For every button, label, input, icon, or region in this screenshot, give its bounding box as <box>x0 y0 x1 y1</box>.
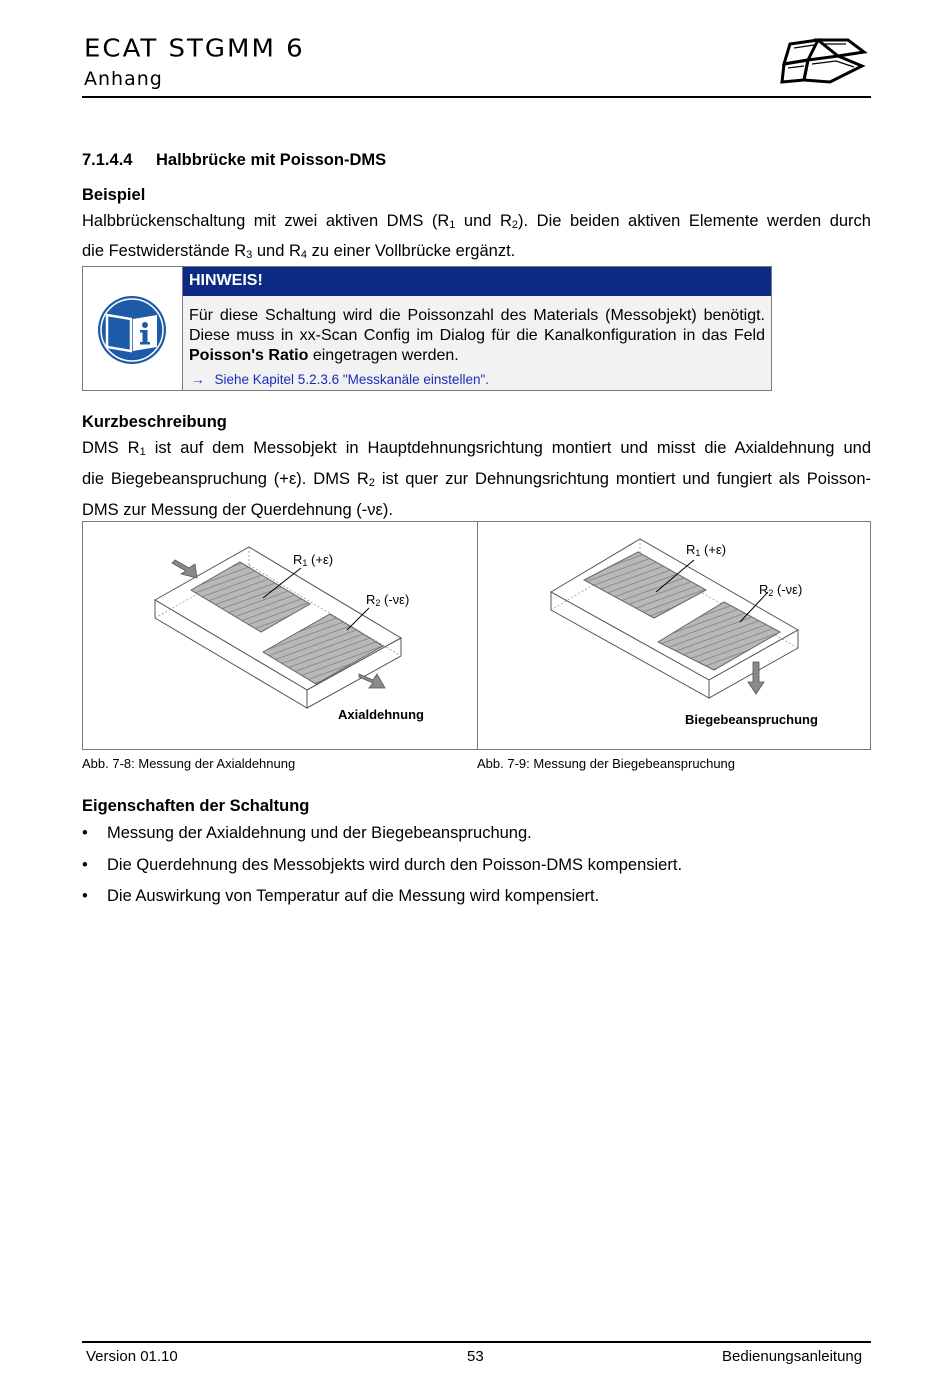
figure-box <box>82 521 871 750</box>
kurz-line-3: DMS zur Messung der Querdehnung (-νε). <box>82 501 393 519</box>
right-r1-label: $R_1$ (+ε) <box>686 542 727 558</box>
footer-version: Version 01.10 <box>86 1348 178 1365</box>
kurz-line-1: DMS $R_1$ ist auf dem Messobjekt in Hauptdehnungsrichtung montiert und misst die Axialdehnung und <box>82 439 871 458</box>
manual-info-icon <box>95 295 169 365</box>
document-subtitle: Anhang <box>84 68 163 90</box>
poisson-ratio-field-name: Poisson's Ratio <box>189 347 309 364</box>
hinweis-icon-cell <box>83 267 183 390</box>
kurz-line-2: die Biegebeanspruchung (+ε). DMS $R_2$ ist quer zur Dehnungsrichtung montiert und fungiert als Poisson- <box>82 470 871 489</box>
document-title: ECAT STGMM 6 <box>84 34 305 64</box>
left-r1-label: $R_1$ (+ε) <box>293 552 334 568</box>
section-heading <box>82 151 386 170</box>
chapter-reference-link[interactable]: → Siehe Kapitel 5.2.3.6 "Messkanäle einstellen". <box>191 372 490 387</box>
right-r2-label: $R_2$ (-νε) <box>759 582 803 598</box>
company-logo-icon <box>778 36 868 86</box>
beispiel-paragraph <box>82 208 871 268</box>
footer-page-number: 53 <box>467 1348 484 1365</box>
section-title: Halbbrücke mit Poisson-DMS <box>156 151 387 169</box>
eigenschaften-heading: Eigenschaften der Schaltung <box>82 797 310 815</box>
list-item: • Die Querdehnung des Messobjekts wird durch den Poisson-DMS kompensiert. <box>82 856 683 874</box>
hinweis-heading: HINWEIS! <box>183 267 771 296</box>
left-r2-label: $R_2$ (-νε) <box>366 592 410 608</box>
footer-doc-type: Bedienungsanleitung <box>722 1348 863 1365</box>
list-item: • Die Auswirkung von Temperatur auf die Messung wird kompensiert. <box>82 887 600 905</box>
list-item: • Messung der Axialdehnung und der Biegebeanspruchung. <box>82 824 532 842</box>
biegebeanspruchung-title: Biegebeanspruchung <box>685 712 818 727</box>
footer-rule <box>82 1341 871 1343</box>
hinweis-text: Für diese Schaltung wird die Poissonzahl des Materials (Messobjekt) benötigt. Diese muss in xx-Scan Config im Dialog für die Kanalkonfiguration in das Feld Poisson's Ratio eingetragen werden. → Siehe Kapitel 5.2.3.6 "Messkanäle einstellen". <box>183 296 771 390</box>
kurzbeschreibung-heading: Kurzbeschreibung <box>82 413 227 431</box>
beispiel-line-2: die Festwiderstände $R_3$ und $R_4$ zu einer Vollbrücke ergänzt. <box>82 242 516 261</box>
specimen-block <box>551 539 798 698</box>
axialdehnung-title: Axialdehnung <box>338 707 424 722</box>
figure-caption-right: Abb. 7-9: Messung der Biegebeanspruchung <box>477 756 736 771</box>
strain-arrow-right <box>359 674 385 688</box>
figure-caption-left: Abb. 7-8: Messung der Axialdehnung <box>82 756 296 771</box>
beispiel-line-1: Halbbrückenschaltung mit zwei aktiven DMS ($R_1$ und $R_2$). Die beiden aktiven Elemente werden durch <box>82 212 871 231</box>
hinweis-box <box>82 266 772 391</box>
section-number: 7.1.4.4 <box>82 151 133 169</box>
beispiel-heading: Beispiel <box>82 186 146 204</box>
kurzbeschreibung-paragraph <box>82 435 871 524</box>
arrow-right-icon: → <box>191 372 205 387</box>
strain-arrow-left <box>172 560 197 578</box>
header-rule <box>82 96 871 98</box>
